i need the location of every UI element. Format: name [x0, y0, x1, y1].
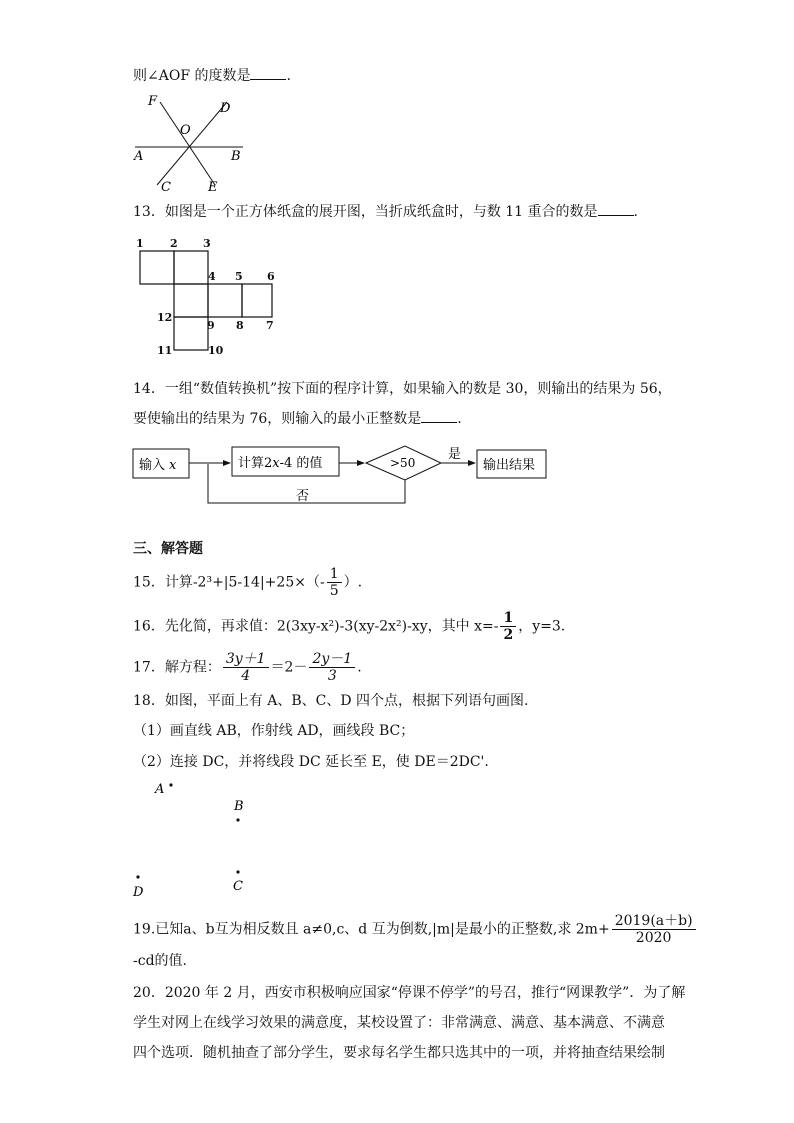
net-number: 9	[207, 319, 215, 332]
q12-text: 则∠AOF 的度数是	[133, 68, 251, 84]
point-D-label: D	[133, 885, 144, 900]
net-number: 12	[157, 311, 173, 324]
net-number: 3	[203, 237, 211, 250]
point-A-label: A	[155, 782, 165, 797]
point-B-label: B	[234, 799, 244, 814]
label-A: A	[134, 149, 144, 164]
flow-yes-label: 是	[448, 447, 462, 462]
q15-question: 15．计算-2³+|5-14|+25×（- $\frac{1}{5}$ ）.	[133, 566, 363, 599]
label-F: F	[148, 94, 158, 109]
label-O: O	[180, 123, 191, 138]
q19-question: 19.已知a、b互为相反数且 a≠0,c、d 互为倒数,|m|是最小的正整数,求 2m+ $\frac{2019(a+b)}{2020}$	[133, 913, 698, 946]
q17-question: 17．解方程： $\frac{3y+1}{4}$ ＝2－ $\frac{2y-1}{3}$ .	[133, 651, 362, 684]
q19-line2: -cd的值.	[133, 953, 187, 969]
point-B	[236, 818, 239, 821]
net-number: 11	[157, 344, 173, 357]
flow-input-box: 输入 x	[139, 458, 177, 473]
q18-question: 18．如图，平面上有 A、B、C、D 四个点，根据下列语句画图.	[133, 693, 529, 709]
flow-no-label: 否	[296, 489, 310, 504]
label-D: D	[220, 101, 231, 116]
net-number: 5	[235, 270, 243, 283]
cube-net-figure	[130, 234, 285, 358]
label-E: E	[208, 180, 218, 195]
point-C-label: C	[233, 879, 243, 894]
point-A	[169, 783, 172, 786]
net-number: 10	[208, 344, 224, 357]
q18-points-figure	[130, 775, 260, 900]
q18-sub2: （2）连接 DC，并将线段 DC 延长至 E，使 DE＝2DC'.	[133, 754, 489, 770]
flow-output-box: 输出结果	[483, 458, 536, 473]
q16-question: 16．先化简，再求值：2(3xy-x²)-3(xy-2x²)-xy，其中 x=- $\frac{1}{2}$ ，y=3.	[133, 610, 566, 643]
fraction: $\frac{1}{5}$	[327, 566, 342, 599]
net-number: 2	[170, 237, 178, 250]
fraction: $\frac{3y+1}{4}$	[223, 651, 269, 684]
net-number: 8	[236, 319, 244, 332]
net-number: 4	[208, 270, 216, 283]
net-number: 1	[136, 237, 144, 250]
q20-line1: 20．2020 年 2 月，西安市积极响应国家“停课不停学”的号召，推行“网课教学”．为了解	[133, 985, 686, 1001]
q13-question: 13．如图是一个正方体纸盒的展开图，当折成纸盒时，与数 11 重合的数是 .	[133, 204, 638, 220]
net-number: 7	[266, 319, 274, 332]
answer-blank	[250, 67, 286, 80]
flow-condition: >50	[390, 456, 416, 470]
q12-angle-figure	[130, 90, 255, 195]
fraction: $\frac{2019(a+b)}{2020}$	[612, 913, 696, 946]
section-heading: 三、解答题	[133, 541, 203, 557]
label-C: C	[161, 180, 171, 195]
flow-compute-box: 计算2x-4 的值	[238, 456, 323, 471]
q12-question-tail: 则∠AOF 的度数是 .	[133, 68, 291, 84]
point-D	[136, 875, 139, 878]
q18-sub1: （1）画直线 AB，作射线 AD，画线段 BC；	[133, 723, 415, 739]
point-C	[236, 870, 239, 873]
answer-blank	[598, 203, 634, 216]
net-number: 6	[267, 270, 275, 283]
q14-line2: 要使输出的结果为 76，则输入的最小正整数是 .	[133, 411, 462, 427]
answer-blank	[421, 410, 457, 423]
q20-line2: 学生对网上在线学习效果的满意度，某校设置了：非常满意、满意、基本满意、不满意	[133, 1015, 665, 1031]
label-B: B	[231, 149, 241, 164]
fraction: $\frac{1}{2}$	[500, 610, 516, 643]
q20-line3: 四个选项．随机抽查了部分学生，要求每名学生都只选其中的一项，并将抽查结果绘制	[133, 1045, 665, 1061]
fraction: $\frac{2y-1}{3}$	[309, 651, 355, 684]
flowchart	[130, 440, 555, 510]
q14-line1: 14．一组“数值转换机”按下面的程序计算，如果输入的数是 30，则输出的结果为 56，	[133, 381, 672, 397]
